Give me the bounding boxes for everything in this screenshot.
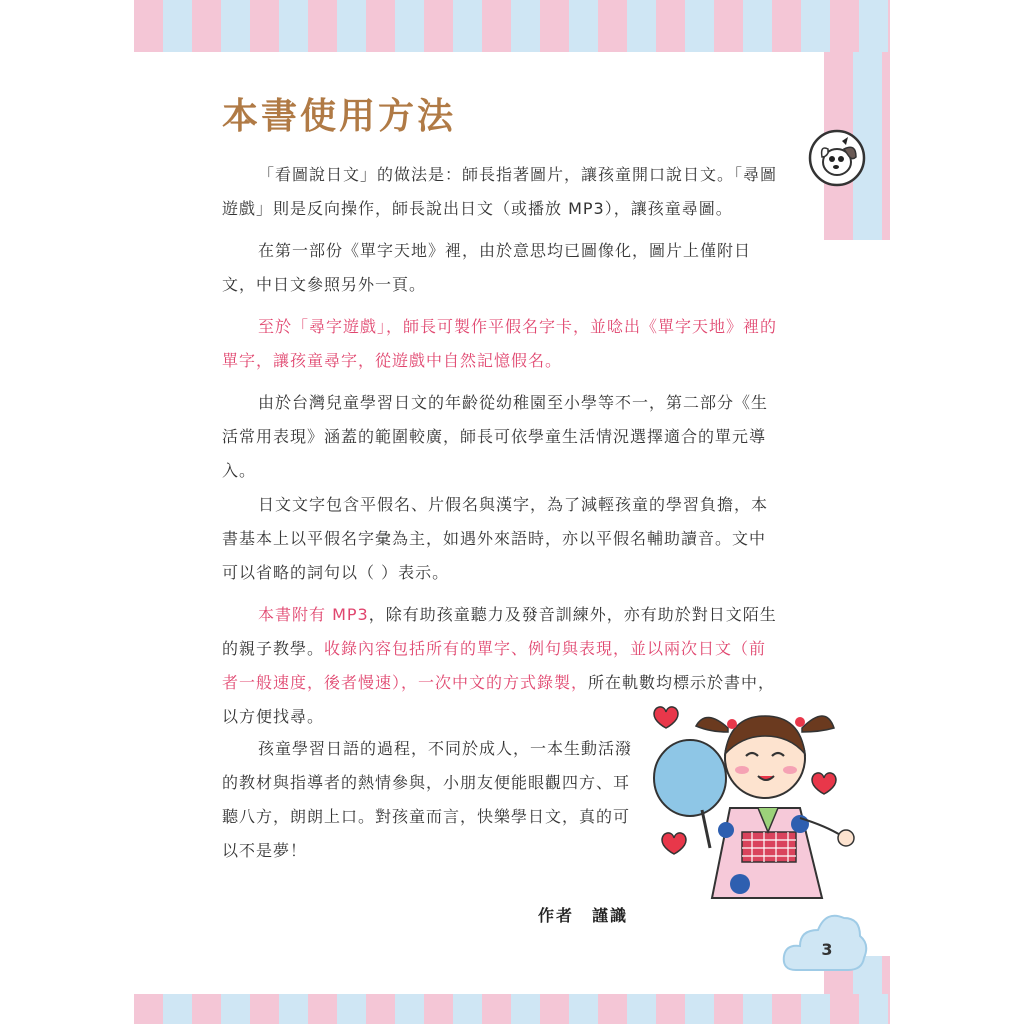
top-stripe-border: [134, 0, 890, 52]
paragraph-2: 在第一部份《單字天地》裡，由於意思均已圖像化，圖片上僅附日文，中日文參照另外一頁。: [222, 241, 752, 294]
mp3-note: 本書附有 MP3: [258, 605, 369, 624]
signature-author: 作者: [538, 906, 575, 925]
bottom-stripe-border: [134, 994, 890, 1024]
signature-note: 謹識: [592, 906, 629, 925]
paragraph-7: 孩童學習日語的過程，不同於成人，一本生動活潑的教材與指導者的熱情參與，小朋友便能眼觀四方、耳聽八方，朗朗上口。對孩童而言，快樂學日文，真的可以不是夢！: [222, 739, 633, 860]
paragraph-5: 日文文字包含平假名、片假名與漢字，為了減輕孩童的學習負擔，本書基本上以平假名字彙為主，如遇外來語時，亦以平假名輔助讀音。文中可以省略的詞句以（ ）表示。: [222, 495, 769, 582]
paragraph-4: 由於台灣兒童學習日文的年齡從幼稚園至小學等不一，第二部分《生活常用表現》涵蓋的範圍較廣，師長可依學童生活情況選擇適合的單元導入。: [222, 393, 769, 480]
track-note: 所在軌數均標示於書中，以方便找尋。: [222, 673, 776, 726]
signature: [538, 903, 646, 926]
recording-content: 收錄內容包括所有的單字、例句與表現，並以兩次日文（前者一般速度，後者慢速），一次中文的方式錄製，: [222, 639, 767, 692]
page-title: 本書使用方法: [222, 96, 457, 137]
heart-icon: [812, 773, 836, 794]
page-number: 3: [821, 940, 833, 959]
dog-icon: [806, 127, 868, 189]
heart-icon: [654, 707, 678, 728]
mp3-benefit: ，除有助孩童聽力及發音訓練外，亦有助於對日文陌生的親子教學。: [222, 605, 777, 658]
paragraph-3-highlight: 至於「尋字遊戲」，師長可製作平假名字卡，並唸出《單字天地》裡的單字，讓孩童尋字，從遊戲中自然記憶假名。: [222, 317, 778, 370]
heart-icon: [662, 833, 686, 854]
girl-illustration: [650, 698, 865, 914]
paragraph-1: 「看圖說日文」的做法是：師長指著圖片，讓孩童開口說日文。「尋圖遊戲」則是反向操作，師長說出日文（或播放 MP3），讓孩童尋圖。: [222, 165, 778, 218]
